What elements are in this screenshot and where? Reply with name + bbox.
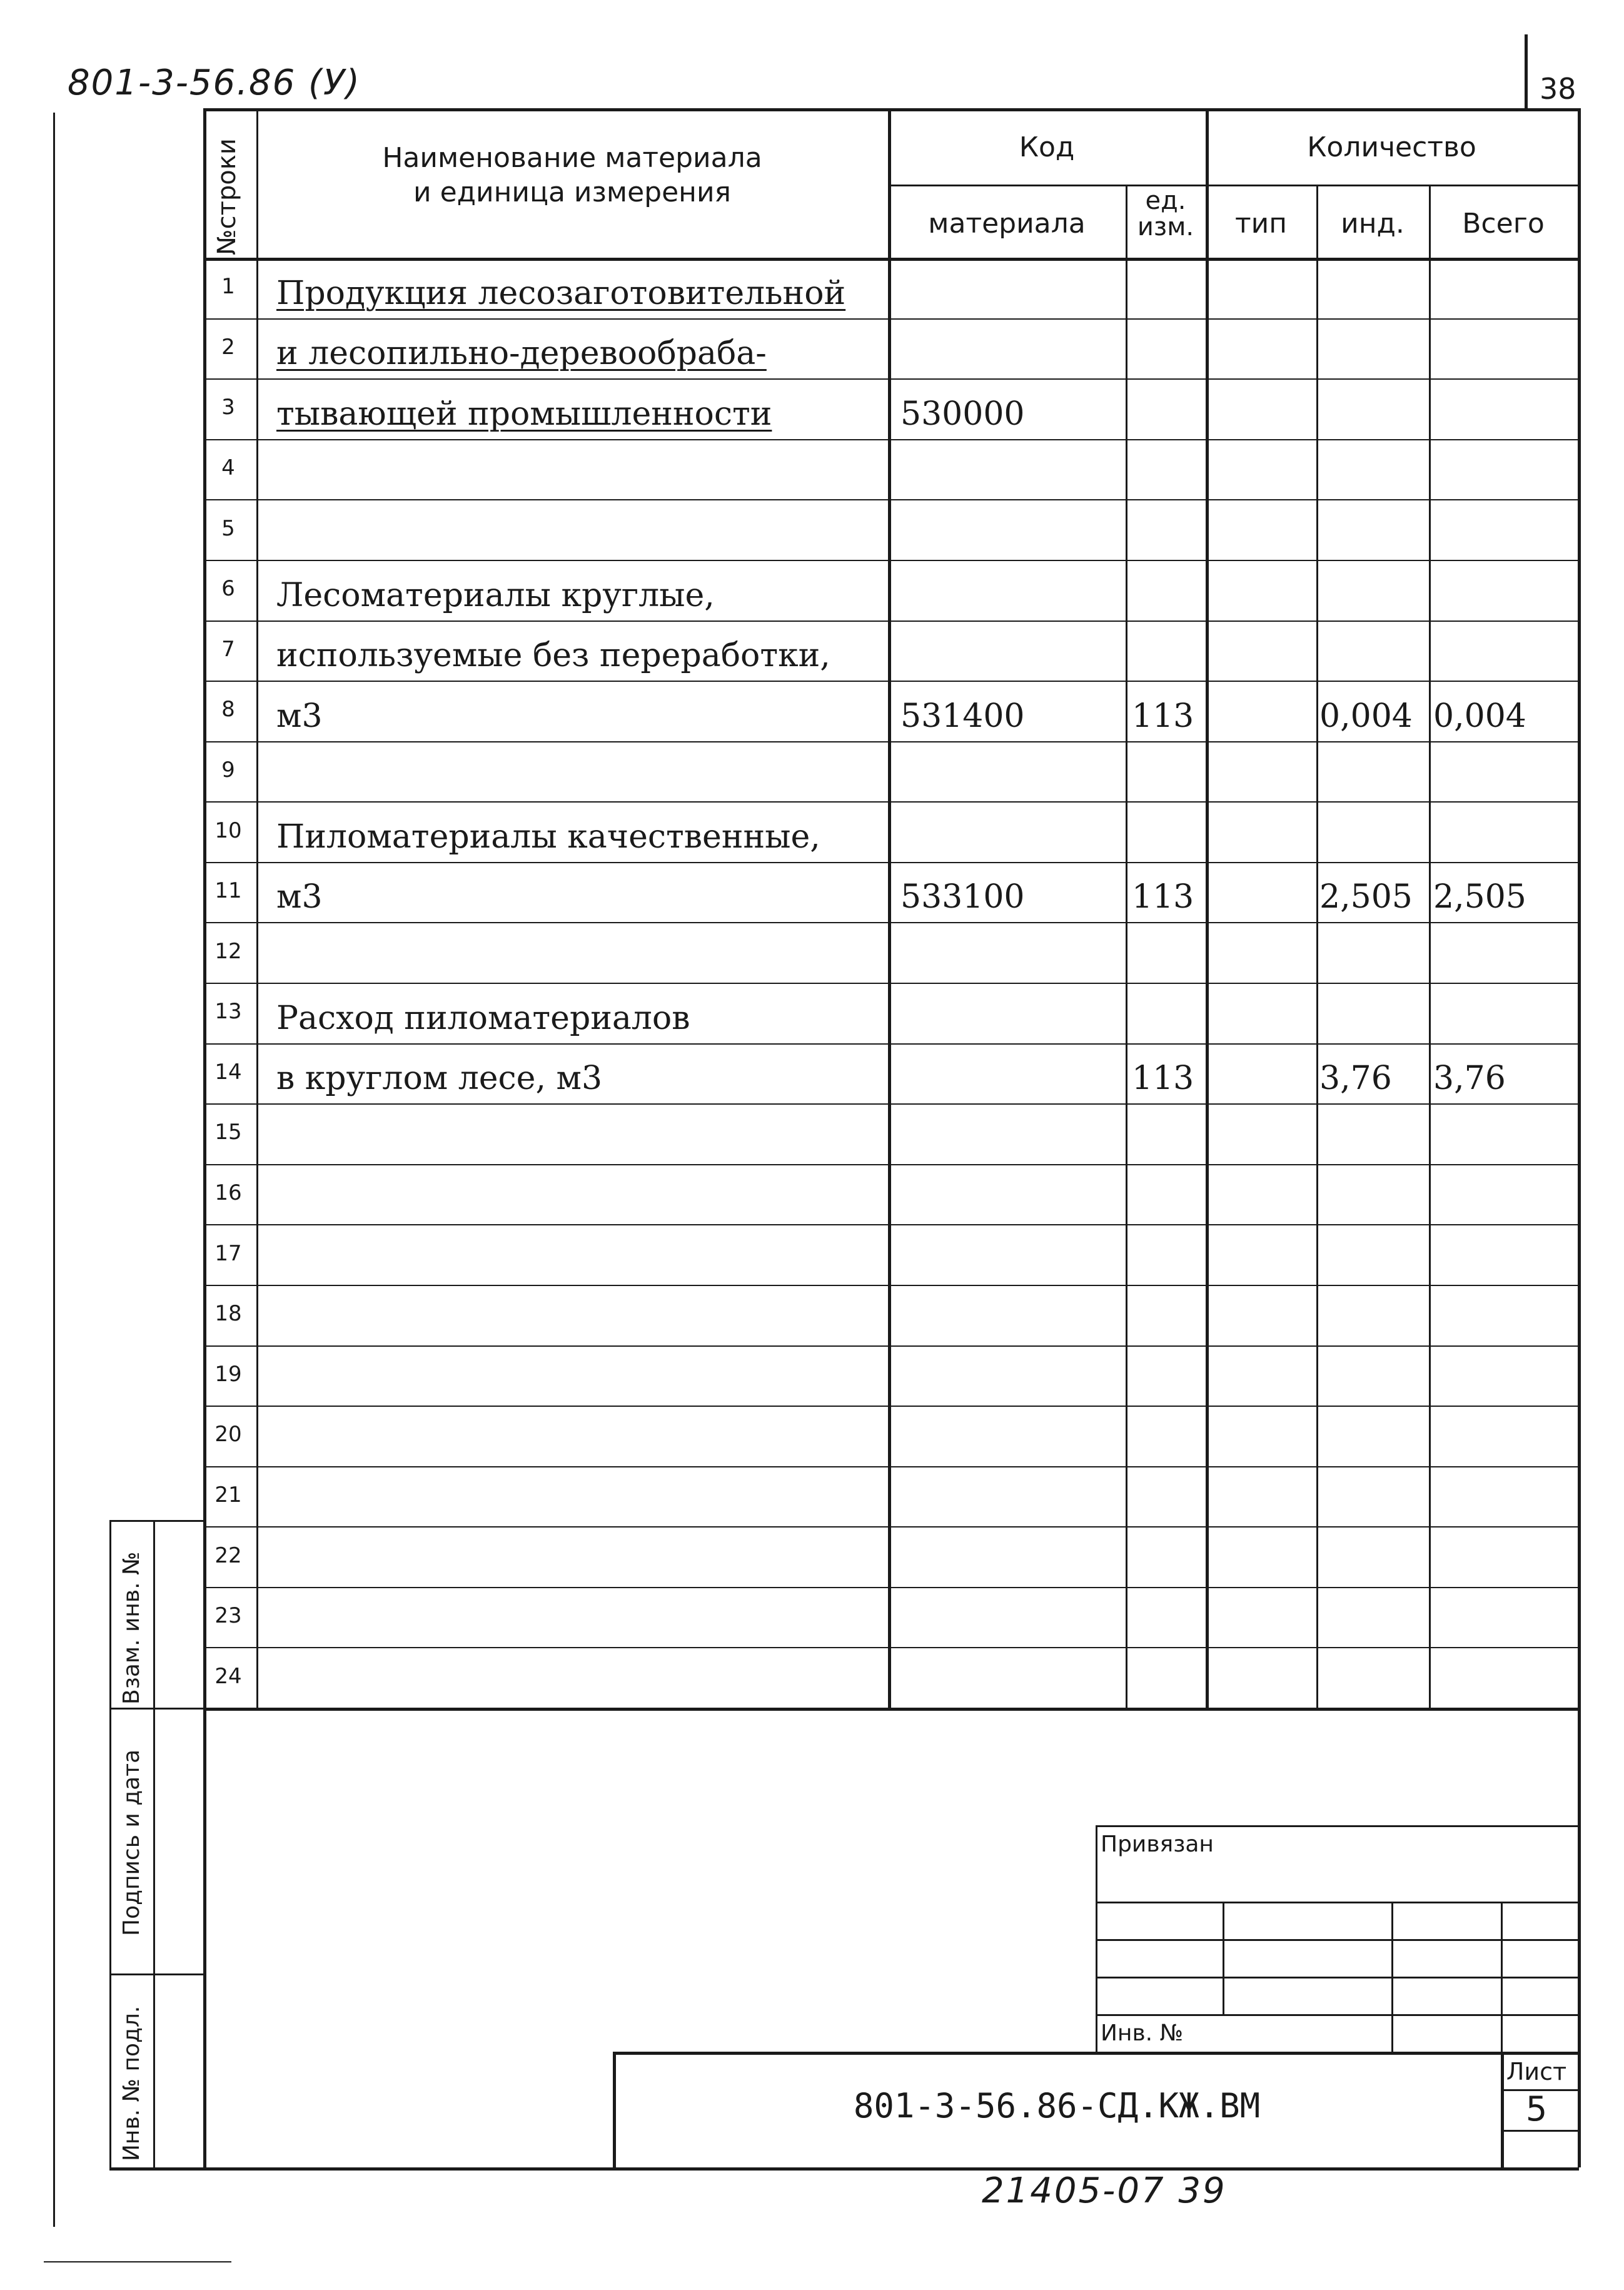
row-ind-cell: 0,004 bbox=[1319, 697, 1413, 735]
row-material-name: м3 bbox=[276, 878, 323, 916]
col-line-name bbox=[888, 108, 891, 1708]
table-bottom-border bbox=[203, 1708, 1579, 1711]
sheet-number: 5 bbox=[1525, 2089, 1548, 2129]
row-number: 10 bbox=[214, 818, 242, 843]
row-divider bbox=[203, 621, 1579, 622]
inv-podl-label: Инв. № подл. bbox=[119, 2005, 144, 2161]
row-number: 19 bbox=[214, 1361, 242, 1387]
row-divider bbox=[203, 318, 1579, 320]
privyazan-left bbox=[1096, 1825, 1097, 2052]
title-block-right bbox=[1578, 1708, 1581, 2167]
row-divider bbox=[203, 801, 1579, 803]
row-divider bbox=[203, 378, 1579, 380]
row-divider bbox=[203, 560, 1579, 561]
row-divider bbox=[203, 741, 1579, 742]
row-code-cell: 531400 bbox=[900, 697, 1025, 735]
document-designation: 801-3-56.86-СД.КЖ.ВМ bbox=[853, 2086, 1261, 2125]
inv-no-label: Инв. № bbox=[1101, 2020, 1184, 2046]
row-unit-cell: 113 bbox=[1132, 878, 1194, 916]
row-number: 16 bbox=[214, 1180, 242, 1206]
privyazan-col2 bbox=[1391, 1902, 1393, 2052]
row-number: 21 bbox=[214, 1482, 242, 1507]
row-material-name: используемые без переработки, bbox=[276, 637, 830, 675]
privyazan-row4 bbox=[1096, 2014, 1578, 2016]
row-number: 9 bbox=[221, 757, 235, 783]
privyazan-row3 bbox=[1096, 1977, 1578, 1978]
side-stamp-right bbox=[203, 1520, 206, 2167]
row-total-cell: 0,004 bbox=[1433, 697, 1526, 735]
privyazan-row1 bbox=[1096, 1902, 1578, 1903]
row-total-cell: 3,76 bbox=[1433, 1060, 1506, 1098]
row-material-name: тывающей промышленности bbox=[276, 395, 772, 433]
row-number: 20 bbox=[214, 1422, 242, 1447]
row-number: 23 bbox=[214, 1603, 242, 1629]
row-unit-cell: 113 bbox=[1132, 697, 1194, 735]
frame-left-margin bbox=[53, 113, 55, 2227]
row-number: 17 bbox=[214, 1240, 242, 1266]
row-number: 4 bbox=[221, 455, 235, 481]
page-bottom-stroke bbox=[44, 2261, 231, 2262]
header-row-no: №строки bbox=[213, 138, 241, 255]
podpis-data-label: Подпись и дата bbox=[119, 1749, 144, 1936]
row-divider bbox=[203, 1345, 1579, 1347]
sheet-label: Лист bbox=[1506, 2058, 1567, 2085]
row-number: 24 bbox=[214, 1663, 242, 1689]
row-divider bbox=[203, 1285, 1579, 1286]
title-main-top bbox=[613, 2052, 1579, 2055]
table-top-border bbox=[203, 108, 1579, 111]
row-number: 6 bbox=[221, 576, 235, 602]
row-divider bbox=[203, 1466, 1579, 1467]
row-code-cell: 530000 bbox=[900, 395, 1025, 433]
row-divider bbox=[203, 1406, 1579, 1407]
row-number: 13 bbox=[214, 999, 242, 1025]
title-sheet-low bbox=[1501, 2130, 1579, 2132]
row-divider bbox=[203, 499, 1579, 500]
row-divider bbox=[203, 862, 1579, 863]
row-number: 22 bbox=[214, 1543, 242, 1568]
privyazan-top bbox=[1096, 1825, 1578, 1827]
row-number: 11 bbox=[214, 878, 242, 904]
privyazan-label: Привязан bbox=[1101, 1831, 1214, 1857]
row-number: 15 bbox=[214, 1120, 242, 1145]
col-line-code bbox=[1126, 185, 1127, 1708]
col-line-ind bbox=[1429, 185, 1431, 1708]
row-material-name: Продукция лесозаготовительной bbox=[276, 274, 846, 312]
row-total-cell: 2,505 bbox=[1433, 878, 1526, 916]
privyazan-col3 bbox=[1501, 1902, 1503, 2052]
row-number: 12 bbox=[214, 938, 242, 964]
row-divider bbox=[203, 983, 1579, 984]
document-code: 801-3-56.86 (У) bbox=[68, 63, 361, 103]
frame-right-border bbox=[1525, 34, 1528, 109]
side-stamp-mid bbox=[153, 1520, 155, 2167]
row-ind-cell: 2,505 bbox=[1319, 878, 1413, 916]
row-number: 7 bbox=[221, 636, 235, 662]
header-qty-type: тип bbox=[1235, 208, 1287, 240]
row-divider bbox=[203, 922, 1579, 923]
row-number: 14 bbox=[214, 1059, 242, 1085]
header-bottom-border bbox=[203, 258, 1579, 261]
row-number: 18 bbox=[214, 1301, 242, 1327]
header-code-unit: ед. изм. bbox=[1137, 186, 1194, 241]
col-line-unit bbox=[1206, 108, 1209, 1708]
row-number: 8 bbox=[221, 697, 235, 722]
row-divider bbox=[203, 1164, 1579, 1165]
row-divider bbox=[203, 1587, 1579, 1588]
header-qty-total: Всего bbox=[1462, 208, 1545, 240]
row-number: 2 bbox=[221, 334, 235, 360]
row-divider bbox=[203, 439, 1579, 440]
row-number: 1 bbox=[221, 274, 235, 300]
col-line-right bbox=[1578, 108, 1581, 1708]
privyazan-col1 bbox=[1223, 1902, 1224, 2014]
row-material-name: в круглом лесе, м3 bbox=[276, 1060, 603, 1098]
page-number: 38 bbox=[1540, 72, 1576, 106]
row-number: 5 bbox=[221, 515, 235, 541]
header-qty-ind: инд. bbox=[1341, 208, 1405, 240]
row-material-name: м3 bbox=[276, 697, 323, 735]
vzam-inv-label: Взам. инв. № bbox=[119, 1551, 144, 1705]
col-line-tip bbox=[1316, 185, 1318, 1708]
col-line-rownum bbox=[256, 108, 258, 1708]
row-divider bbox=[203, 1043, 1579, 1045]
row-ind-cell: 3,76 bbox=[1319, 1060, 1392, 1098]
header-code-material: материала bbox=[928, 208, 1086, 240]
row-divider bbox=[203, 1224, 1579, 1225]
side-stamp-left bbox=[109, 1520, 111, 2167]
row-material-name: и лесопильно-деревообраба- bbox=[276, 335, 767, 373]
row-unit-cell: 113 bbox=[1132, 1060, 1194, 1098]
row-divider bbox=[203, 681, 1579, 682]
row-divider bbox=[203, 1647, 1579, 1648]
row-material-name: Расход пиломатериалов bbox=[276, 999, 690, 1037]
row-material-name: Лесоматериалы круглые, bbox=[276, 576, 715, 614]
header-code-group: Код bbox=[1019, 131, 1075, 163]
privyazan-row2 bbox=[1096, 1939, 1578, 1941]
side-stamp-top bbox=[109, 1520, 203, 1522]
archive-number: 21405-07 39 bbox=[982, 2171, 1227, 2211]
row-material-name: Пиломатериалы качественные, bbox=[276, 818, 820, 856]
row-number: 3 bbox=[221, 395, 235, 420]
row-divider bbox=[203, 1526, 1579, 1528]
header-qty-group: Количество bbox=[1307, 131, 1476, 163]
side-stamp-bottom bbox=[109, 2167, 1579, 2171]
header-name: Наименование материала и единица измерения bbox=[382, 142, 762, 208]
row-divider bbox=[203, 1103, 1579, 1105]
row-code-cell: 533100 bbox=[900, 878, 1025, 916]
side-stamp-div2 bbox=[109, 1973, 203, 1975]
header-subline bbox=[888, 185, 1579, 186]
side-stamp-div1 bbox=[109, 1708, 203, 1710]
